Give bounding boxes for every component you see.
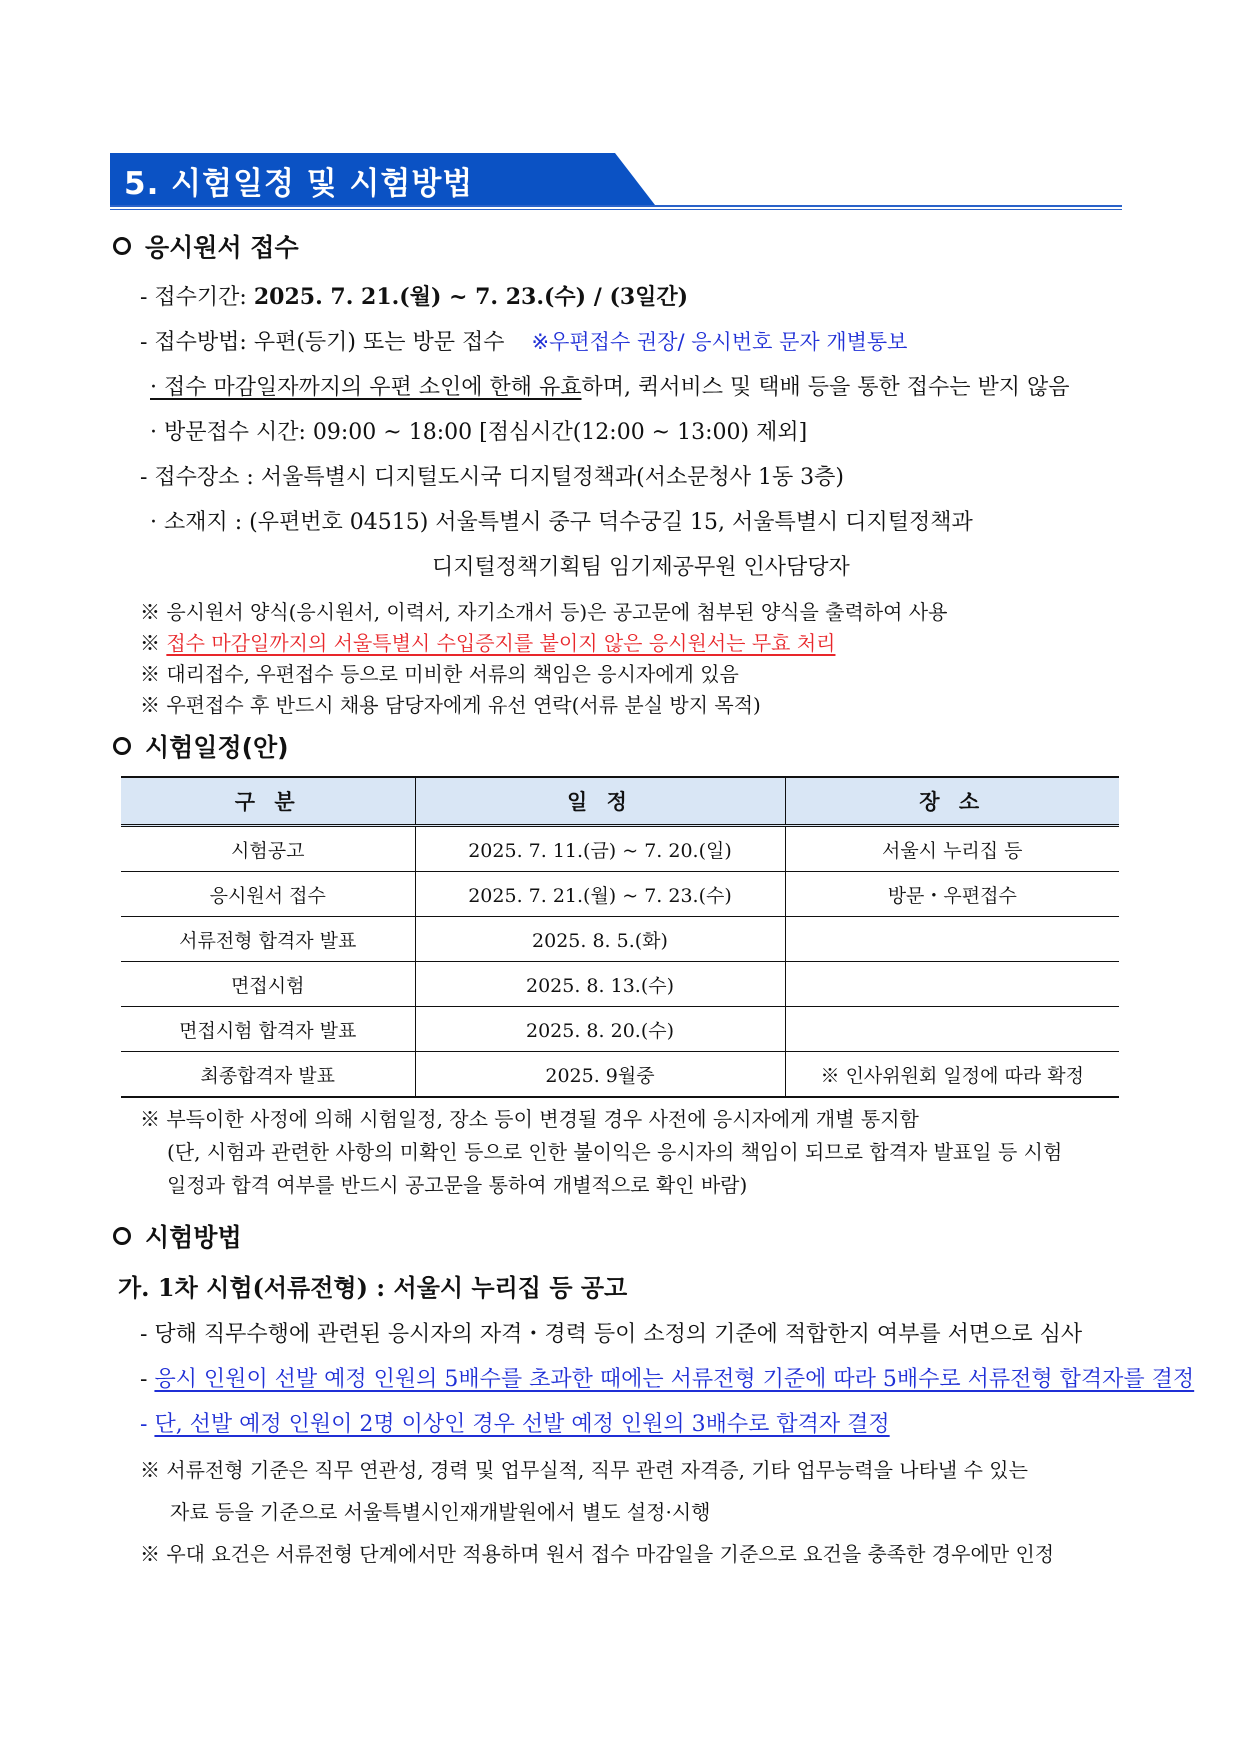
table-row bbox=[121, 962, 1119, 1007]
cell-place bbox=[785, 1007, 1119, 1052]
column-header-category: 구 분 bbox=[121, 777, 415, 826]
cell-date: 2025. 8. 5.(화) bbox=[415, 917, 785, 962]
cell-place: 서울시 누리집 등 bbox=[785, 826, 1119, 872]
cell-place: 방문・우편접수 bbox=[785, 872, 1119, 917]
cell-category: 응시원서 접수 bbox=[121, 872, 415, 917]
cell-date: 2025. 8. 13.(수) bbox=[415, 962, 785, 1007]
method-line-2-text: 응시 인원이 선발 예정 인원의 5배수를 초과한 때에는 서류전형 기준에 따라 5배수로 서류전형 합격자를 결정 bbox=[154, 1367, 1195, 1392]
receipt-postal-rule-rest: 하며, 퀵서비스 및 택배 등을 통한 접수는 받지 않음 bbox=[581, 375, 1070, 400]
table-row bbox=[121, 1052, 1119, 1098]
section-title: 5. 시험일정 및 시험방법 bbox=[124, 166, 474, 202]
column-header-place: 장 소 bbox=[785, 777, 1119, 826]
method-line-3-text: 단, 선발 예정 인원이 2명 이상인 경우 선발 예정 인원의 3배수로 합격자 결정 bbox=[154, 1412, 890, 1437]
receipt-period bbox=[140, 280, 688, 311]
receipt-period-value: 2025. 7. 21.(월) ~ 7. 23.(수) / (3일간) bbox=[253, 284, 689, 310]
cell-category: 면접시험 합격자 발표 bbox=[121, 1007, 415, 1052]
note-mark: ※ bbox=[140, 631, 160, 655]
table-header-row bbox=[121, 777, 1119, 826]
cell-category: 최종합격자 발표 bbox=[121, 1052, 415, 1098]
cell-date: 2025. 7. 21.(월) ~ 7. 23.(수) bbox=[415, 872, 785, 917]
dash: - bbox=[140, 1367, 155, 1392]
table-row bbox=[121, 872, 1119, 917]
receipt-note-3: ※ 대리접수, 우편접수 등으로 미비한 서류의 책임은 응시자에게 있음 bbox=[140, 662, 739, 686]
receipt-period-label: - 접수기간: bbox=[140, 285, 254, 310]
method-line-3 bbox=[140, 1407, 890, 1438]
receipt-note-2 bbox=[140, 627, 835, 656]
cell-place: ※ 인사위원회 일정에 따라 확정 bbox=[785, 1052, 1119, 1098]
schedule-note-1: ※ 부득이한 사정에 의해 시험일정, 장소 등이 변경될 경우 사전에 응시자에게 개별 통지함 bbox=[140, 1107, 919, 1131]
method-line-2 bbox=[140, 1362, 1194, 1393]
dash: - bbox=[140, 1412, 155, 1437]
receipt-postal-rule bbox=[150, 370, 1069, 401]
method-sub-heading: 가. 1차 시험(서류전형) : 서울시 누리집 등 공고 bbox=[118, 1273, 628, 1302]
receipt-address-2: 디지털정책기획팀 임기제공무원 인사담당자 bbox=[432, 555, 850, 580]
column-header-date: 일 정 bbox=[415, 777, 785, 826]
method-note-3: ※ 우대 요건은 서류전형 단계에서만 적용하며 원서 접수 마감일을 기준으로 요건을 충족한 경우에만 인정 bbox=[140, 1542, 1055, 1566]
cell-category: 면접시험 bbox=[121, 962, 415, 1007]
cell-date: 2025. 8. 20.(수) bbox=[415, 1007, 785, 1052]
receipt-address: · 소재지 : (우편번호 04515) 서울특별시 중구 덕수궁길 15, 서울특별시 디지털정책과 bbox=[150, 510, 973, 535]
receipt-note-2-text: 접수 마감일까지의 서울특별시 수입증지를 붙이지 않은 응시원서는 무효 처리 bbox=[166, 631, 836, 655]
cell-place bbox=[785, 917, 1119, 962]
schedule-note-3: 일정과 합격 여부를 반드시 공고문을 통하여 개별적으로 확인 바람) bbox=[167, 1173, 748, 1197]
method-heading: 시험방법 bbox=[145, 1223, 242, 1252]
receipt-note-1: ※ 응시원서 양식(응시원서, 이력서, 자기소개서 등)은 공고문에 첨부된 양식을 출력하여 사용 bbox=[140, 600, 948, 624]
cell-date: 2025. 9월중 bbox=[415, 1052, 785, 1098]
receipt-visit-hours: · 방문접수 시간: 09:00 ~ 18:00 [점심시간(12:00 ~ 13:00) 제외] bbox=[150, 420, 808, 445]
ring-bullet-icon bbox=[113, 737, 131, 755]
ring-bullet-icon bbox=[113, 1227, 131, 1245]
table-row bbox=[121, 826, 1119, 872]
method-note-1: ※ 서류전형 기준은 직무 연관성, 경력 및 업무실적, 직무 관련 자격증, 기타 업무능력을 나타낼 수 있는 bbox=[140, 1458, 1028, 1482]
cell-place bbox=[785, 962, 1119, 1007]
receipt-method bbox=[140, 325, 907, 356]
schedule-table bbox=[121, 776, 1119, 1098]
receipt-heading: 응시원서 접수 bbox=[145, 233, 299, 262]
cell-category: 서류전형 합격자 발표 bbox=[121, 917, 415, 962]
table-row bbox=[121, 1007, 1119, 1052]
method-line-1: - 당해 직무수행에 관련된 응시자의 자격・경력 등이 소정의 기준에 적합한지 여부를 서면으로 심사 bbox=[140, 1322, 1083, 1347]
receipt-method-label: - 접수방법: 우편(등기) 또는 방문 접수 bbox=[140, 330, 505, 355]
receipt-postal-rule-underlined: · 접수 마감일자까지의 우편 소인에 한해 유효 bbox=[150, 375, 582, 400]
schedule-heading: 시험일정(안) bbox=[145, 733, 289, 762]
ring-bullet-icon bbox=[113, 237, 131, 255]
receipt-method-note: ※우편접수 권장/ 응시번호 문자 개별통보 bbox=[531, 330, 908, 354]
receipt-note-4: ※ 우편접수 후 반드시 채용 담당자에게 유선 연락(서류 분실 방지 목적) bbox=[140, 693, 761, 717]
cell-date: 2025. 7. 11.(금) ~ 7. 20.(일) bbox=[415, 826, 785, 872]
receipt-place: - 접수장소 : 서울특별시 디지털도시국 디지털정책과(서소문청사 1동 3층) bbox=[140, 465, 845, 490]
schedule-note-2: (단, 시험과 관련한 사항의 미확인 등으로 인한 불이익은 응시자의 책임이 되므로 합격자 발표일 등 시험 bbox=[167, 1140, 1063, 1164]
table-row bbox=[121, 917, 1119, 962]
method-note-2: 자료 등을 기준으로 서울특별시인재개발원에서 별도 설정·시행 bbox=[170, 1500, 711, 1524]
cell-category: 시험공고 bbox=[121, 826, 415, 872]
